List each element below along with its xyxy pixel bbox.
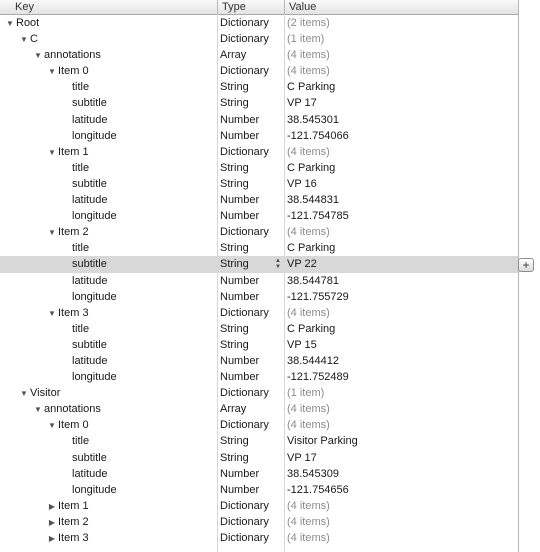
key-label: subtitle (72, 451, 107, 464)
key-label: annotations (44, 49, 101, 62)
type-cell[interactable]: String (220, 161, 249, 174)
table-row[interactable] (0, 15, 518, 31)
key-label: Item 1 (58, 145, 89, 158)
value-cell[interactable]: (4 items) (287, 419, 330, 432)
value-cell[interactable]: (4 items) (287, 145, 330, 158)
value-cell[interactable]: VP 17 (287, 97, 317, 110)
type-cell[interactable]: Dictionary (220, 226, 269, 239)
property-list-rows (0, 15, 518, 546)
table-row[interactable] (0, 79, 518, 95)
disclosure-open-icon[interactable]: ▼ (20, 35, 28, 45)
disclosure-open-icon[interactable]: ▼ (48, 308, 56, 318)
key-label: title (72, 435, 90, 448)
key-label: latitude (72, 113, 108, 126)
type-cell[interactable]: Array (220, 49, 247, 62)
value-cell[interactable]: (4 items) (287, 226, 330, 239)
key-label: latitude (72, 354, 108, 367)
table-row[interactable] (0, 240, 518, 256)
type-cell[interactable]: Number (220, 194, 260, 207)
type-cell[interactable]: String (220, 81, 249, 94)
table-row[interactable] (0, 321, 518, 337)
value-cell[interactable]: VP 17 (287, 451, 317, 464)
key-label: Item 1 (58, 499, 89, 512)
value-cell[interactable]: (4 items) (287, 65, 330, 78)
type-cell[interactable]: Number (220, 274, 260, 287)
value-cell[interactable]: (4 items) (287, 49, 330, 62)
key-label: latitude (72, 194, 108, 207)
key-label: subtitle (72, 258, 107, 271)
value-cell[interactable]: C Parking (287, 81, 336, 94)
key-label: title (72, 161, 90, 174)
type-cell[interactable]: String (220, 242, 249, 255)
value-cell[interactable]: C Parking (287, 242, 336, 255)
table-row[interactable] (0, 433, 518, 449)
key-column-header[interactable]: Key (15, 1, 34, 13)
type-cell[interactable]: String (220, 322, 249, 335)
value-cell[interactable]: VP 22 (287, 258, 317, 271)
table-row[interactable] (0, 450, 518, 466)
key-label: Visitor (30, 387, 61, 400)
table-row[interactable] (0, 208, 518, 224)
key-cell[interactable] (0, 15, 222, 31)
value-cell[interactable]: (4 items) (287, 403, 330, 416)
disclosure-open-icon[interactable]: ▼ (20, 389, 28, 399)
disclosure-open-icon[interactable]: ▼ (48, 147, 56, 157)
column-header (0, 0, 518, 15)
table-row[interactable] (0, 273, 518, 289)
value-cell[interactable]: -121.754785 (287, 210, 349, 223)
key-label: Item 2 (58, 226, 89, 239)
table-row[interactable] (0, 385, 518, 401)
value-cell[interactable]: (4 items) (287, 306, 330, 319)
disclosure-open-icon[interactable]: ▼ (48, 421, 56, 431)
table-row[interactable] (0, 176, 518, 192)
value-cell[interactable]: -121.755729 (287, 290, 349, 303)
type-stepper-icon[interactable]: ▲ ▼ (275, 258, 281, 271)
type-cell[interactable]: Dictionary (220, 306, 269, 319)
table-row[interactable] (0, 498, 518, 514)
type-column-header[interactable]: Type (217, 0, 284, 14)
table-row[interactable] (0, 401, 518, 417)
table-row[interactable] (0, 305, 518, 321)
type-cell[interactable]: String (220, 435, 249, 448)
key-label: Item 3 (58, 306, 89, 319)
type-cell[interactable]: Dictionary (220, 387, 269, 400)
type-cell[interactable]: String (220, 177, 249, 190)
table-row[interactable] (0, 95, 518, 111)
type-cell[interactable]: String (220, 97, 249, 110)
table-row[interactable] (0, 514, 518, 530)
key-label: latitude (72, 467, 108, 480)
type-cell[interactable]: String (220, 451, 249, 464)
key-label: Item 0 (58, 65, 89, 78)
table-row[interactable] (0, 353, 518, 369)
value-cell[interactable]: (4 items) (287, 499, 330, 512)
key-label: subtitle (72, 338, 107, 351)
value-cell[interactable]: VP 16 (287, 177, 317, 190)
key-label: title (72, 242, 90, 255)
key-label: C (30, 33, 38, 46)
table-row[interactable] (0, 289, 518, 305)
key-cell[interactable] (0, 385, 236, 401)
table-row[interactable] (0, 369, 518, 385)
key-label: Item 3 (58, 532, 89, 544)
table-row[interactable] (0, 144, 518, 160)
type-cell[interactable]: String (220, 258, 249, 271)
value-cell[interactable]: C Parking (287, 161, 336, 174)
type-cell[interactable]: Dictionary (220, 65, 269, 78)
disclosure-closed-icon[interactable]: ▶ (48, 534, 56, 543)
type-cell[interactable]: Number (220, 354, 260, 367)
disclosure-open-icon[interactable]: ▼ (6, 19, 14, 28)
type-cell[interactable]: Dictionary (220, 532, 269, 544)
type-cell[interactable]: Number (220, 129, 260, 142)
table-row[interactable] (0, 337, 518, 353)
key-label: subtitle (72, 177, 107, 190)
value-cell[interactable]: (2 items) (287, 17, 330, 29)
type-cell[interactable]: Dictionary (220, 145, 269, 158)
key-label: longitude (72, 290, 117, 303)
disclosure-closed-icon[interactable]: ▶ (48, 517, 56, 527)
value-cell[interactable]: VP 15 (287, 338, 317, 351)
table-row[interactable] (0, 482, 518, 498)
type-cell[interactable]: String (220, 338, 249, 351)
table-row[interactable] (0, 256, 518, 272)
type-cell[interactable]: Dictionary (220, 17, 269, 29)
value-cell[interactable]: C Parking (287, 322, 336, 335)
key-label: latitude (72, 274, 108, 287)
table-row[interactable] (0, 160, 518, 176)
key-label: title (72, 322, 90, 335)
value-column-header[interactable]: Value (284, 0, 518, 14)
table-row[interactable] (0, 192, 518, 208)
table-row[interactable] (0, 112, 518, 128)
value-cell[interactable]: -121.754066 (287, 129, 349, 142)
value-cell[interactable]: 38.545309 (287, 467, 339, 480)
value-cell[interactable]: 38.545301 (287, 113, 339, 126)
type-cell[interactable]: Number (220, 113, 260, 126)
key-cell[interactable] (0, 47, 250, 63)
key-label: Item 0 (58, 419, 89, 432)
type-cell[interactable]: Array (220, 403, 247, 416)
value-cell[interactable]: (1 item) (287, 33, 325, 46)
table-row[interactable] (0, 47, 518, 63)
type-cell[interactable]: Number (220, 467, 260, 480)
key-label: subtitle (72, 97, 107, 110)
disclosure-open-icon[interactable]: ▼ (34, 405, 42, 415)
type-cell[interactable]: Dictionary (220, 33, 269, 46)
table-row[interactable] (0, 530, 518, 546)
key-label: longitude (72, 210, 117, 223)
disclosure-open-icon[interactable]: ▼ (48, 228, 56, 238)
key-cell[interactable] (0, 401, 250, 417)
key-label: annotations (44, 403, 101, 416)
table-row[interactable] (0, 128, 518, 144)
table-row[interactable] (0, 417, 518, 433)
add-item-button[interactable] (518, 258, 534, 272)
key-label: Item 2 (58, 515, 89, 528)
type-cell[interactable]: Number (220, 483, 260, 496)
value-cell[interactable]: (4 items) (287, 532, 330, 544)
type-cell[interactable]: Dictionary (220, 419, 269, 432)
type-cell[interactable]: Number (220, 210, 260, 223)
value-cell[interactable]: (1 item) (287, 387, 325, 400)
value-cell[interactable]: (4 items) (287, 515, 330, 528)
disclosure-closed-icon[interactable]: ▶ (48, 501, 56, 511)
type-cell[interactable]: Dictionary (220, 515, 269, 528)
key-label: longitude (72, 371, 117, 384)
value-cell[interactable]: 38.544781 (287, 274, 339, 287)
type-cell[interactable]: Dictionary (220, 499, 269, 512)
value-cell[interactable]: Visitor Parking (287, 435, 358, 448)
disclosure-open-icon[interactable]: ▼ (48, 67, 56, 77)
value-cell[interactable]: -121.754656 (287, 483, 349, 496)
disclosure-open-icon[interactable]: ▼ (34, 51, 42, 61)
table-row[interactable] (0, 31, 518, 47)
value-cell[interactable]: 38.544412 (287, 354, 339, 367)
key-cell[interactable] (0, 31, 236, 47)
value-cell[interactable]: 38.544831 (287, 194, 339, 207)
key-label: longitude (72, 483, 117, 496)
table-row[interactable] (0, 466, 518, 482)
type-cell[interactable]: Number (220, 371, 260, 384)
add-item-icon: + (522, 258, 530, 272)
key-label: Root (16, 17, 40, 29)
value-cell[interactable]: -121.752489 (287, 371, 349, 384)
table-row[interactable] (0, 63, 518, 79)
key-label: longitude (72, 129, 117, 142)
key-label: title (72, 81, 90, 94)
type-cell[interactable]: Number (220, 290, 260, 303)
table-row[interactable] (0, 224, 518, 240)
